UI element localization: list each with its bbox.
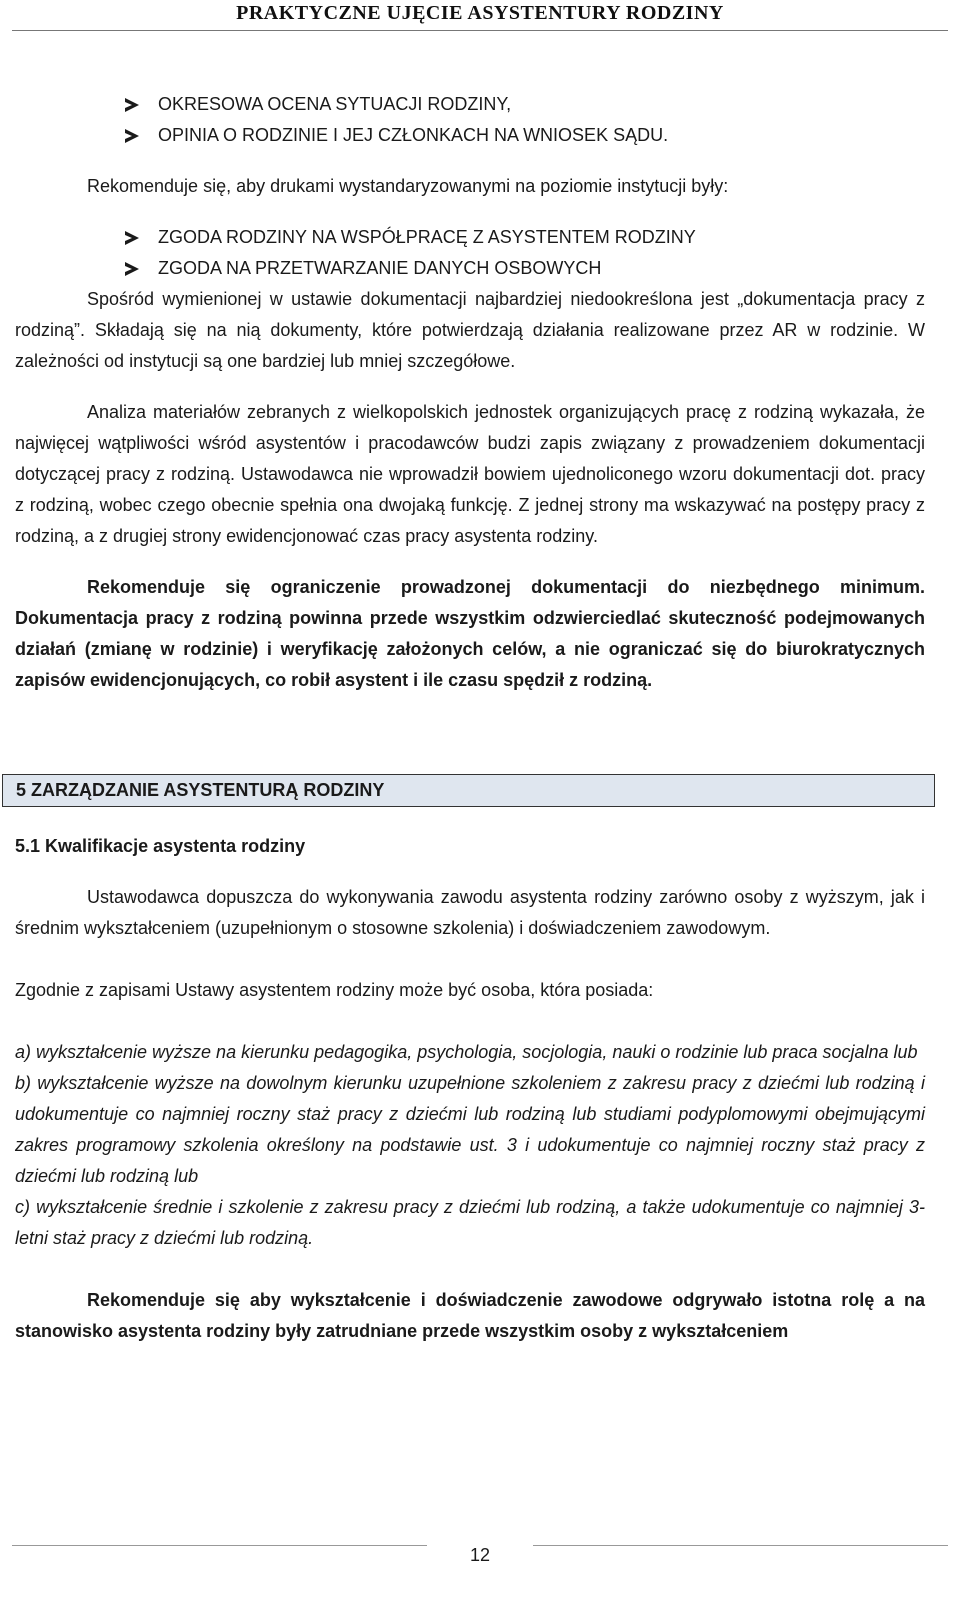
arrow-bullet-icon <box>125 262 139 276</box>
according-paragraph: Zgodnie z zapisami Ustawy asystentem rodziny może być osoba, która posiada: <box>15 980 654 1000</box>
final-recommendation-paragraph: Rekomenduje się aby wykształcenie i doświadczenie zawodowe odgrywało istotna rolę a na stanowisko asystenta rodziny były zatrudniane przede wszystkim osoby z wykształceniem <box>15 1290 925 1341</box>
recommend-intro-paragraph: Rekomenduje się, aby drukami wystandaryzowanymi na poziomie instytucji były: <box>87 176 729 196</box>
list-item: ZGODA NA PRZETWARZANIE DANYCH OSBOWYCH <box>125 253 925 284</box>
page-number: 12 <box>469 1545 491 1565</box>
arrow-bullet-icon <box>125 129 139 143</box>
arrow-bullet-icon <box>125 98 139 112</box>
list-item: OKRESOWA OCENA SYTUACJI RODZINY, <box>125 89 925 120</box>
list-item: OPINIA O RODZINIE I JEJ CZŁONKACH NA WNIOSEK SĄDU. <box>125 120 925 151</box>
top-bullet-list <box>125 89 925 151</box>
forms-bullet-list <box>125 222 925 284</box>
recommendation-bold-paragraph: Rekomenduje się ograniczenie prowadzonej dokumentacji do niezbędnego minimum. Dokumentacja pracy z rodziną powinna przede wszystkim odzwierciedlać skuteczność podejmowanych działań (zmianę w rodzinie) i weryfikację założonych celów, a nie ograniczać się do biurokratycznych zapisów ewidencjonujących, co robił asystent i ile czasu spędził z rodziną. <box>15 577 925 690</box>
requirement-item-a: a) wykształcenie wyższe na kierunku pedagogika, psychologia, socjologia, nauki o rodzinie lub praca socjalna lub <box>15 1042 918 1062</box>
requirement-item-b: b) wykształcenie wyższe na dowolnym kierunku uzupełnione szkoleniem z zakresu pracy z dziećmi lub rodziną i udokumentuje co najmniej roczny staż pracy z dziećmi lub rodziną lub studiami podyplomowymi obejmującymi zakres programowy szkolenia określony na podstawie ust. 3 i udokumentuje co najmniej roczny staż pracy z dziećmi lub rodziną lub <box>15 1073 925 1186</box>
running-header: PRAKTYCZNE UJĘCIE ASYSTENTURY RODZINY <box>236 2 724 24</box>
page-content <box>15 89 925 1347</box>
chapter-heading: 5 ZARZĄDZANIE ASYSTENTURĄ RODZINY <box>2 774 935 807</box>
header-rule <box>12 30 948 31</box>
arrow-bullet-icon <box>125 231 139 245</box>
documentation-paragraph: Spośród wymienionej w ustawie dokumentacji najbardziej niedookreślona jest „dokumentacja pracy z rodziną”. Składają się na nią dokumenty, które potwierdzają działania realizowane przez AR w rodzinie. W zależności od instytucji są one bardziej lub mniej szczegółowe. <box>15 289 925 371</box>
qualifications-paragraph: Ustawodawca dopuszcza do wykonywania zawodu asystenta rodziny zarówno osoby z wyższym, jak i średnim wykształceniem (uzupełnionym o stosowne szkolenia) i doświadczeniem zawodowym. <box>15 887 925 938</box>
list-item: ZGODA RODZINY NA WSPÓŁPRACĘ Z ASYSTENTEM RODZINY <box>125 222 925 253</box>
requirement-item-c: c) wykształcenie średnie i szkolenie z zakresu pracy z dziećmi lub rodziną, a także udokumentuje co najmniej 3-letni staż pracy z dziećmi lub rodziną. <box>15 1197 925 1248</box>
section-heading: 5.1 Kwalifikacje asystenta rodziny <box>15 836 306 856</box>
analysis-paragraph: Analiza materiałów zebranych z wielkopolskich jednostek organizujących pracę z rodziną wykazała, że najwięcej wątpliwości wśród asystentów i pracodawców budzi zapis związany z prowadzeniem dokumentacji dotyczącej pracy z rodziną. Ustawodawca nie wprowadził bowiem ujednoliconego wzoru dokumentacji dot. pracy z rodziną, wobec czego obecnie spełnia ona dwojaką funkcję. Z jednej strony ma wskazywać na postępy pracy z rodziną, a z drugiej strony ewidencjonować czas pracy asystenta rodziny. <box>15 402 925 546</box>
